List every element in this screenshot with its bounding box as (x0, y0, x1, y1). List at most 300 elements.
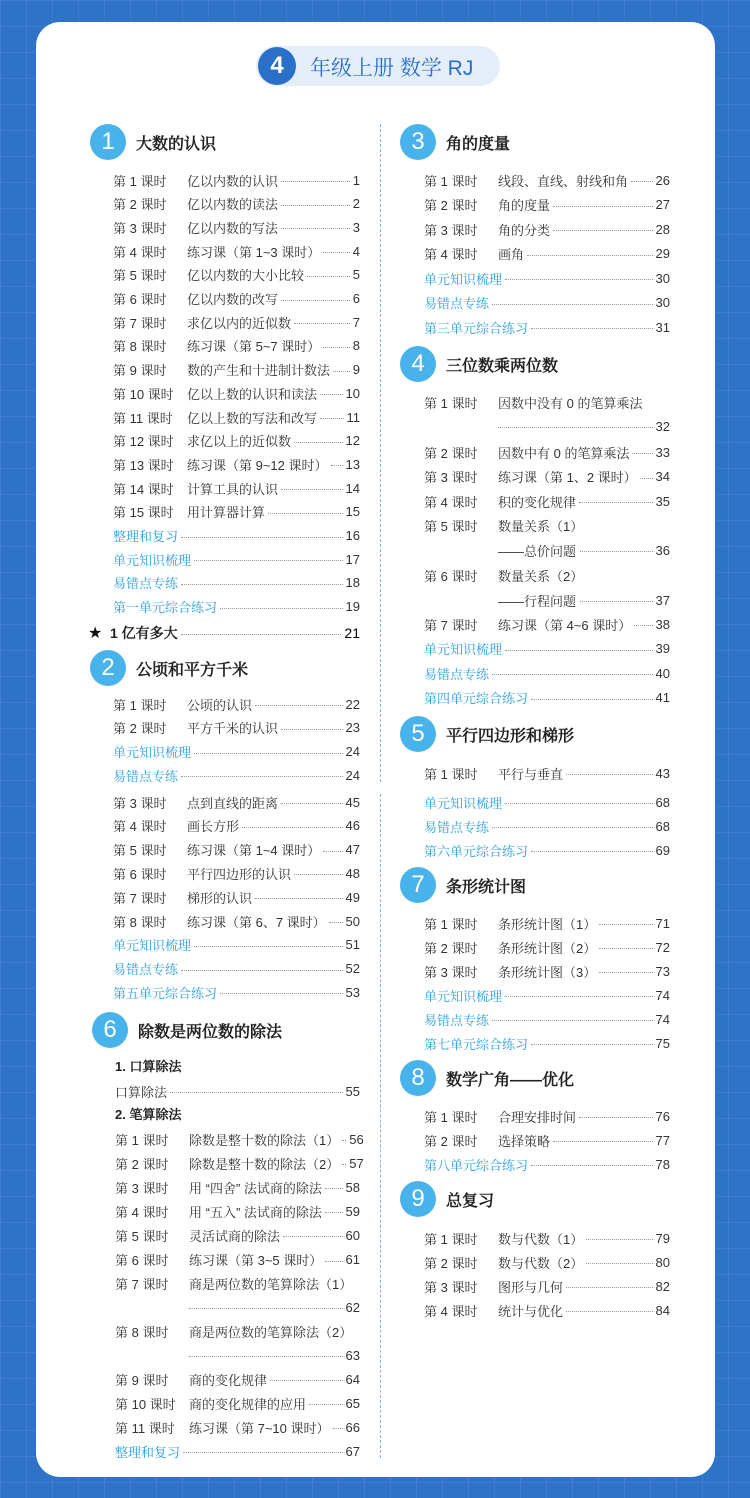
toc-entry[interactable] (113, 982, 360, 1002)
toc-entry[interactable] (424, 961, 670, 981)
entry-title: 练习课（第 1、2 课时） (498, 470, 637, 485)
dot-leader (329, 922, 343, 923)
chapter-heading (90, 650, 248, 686)
entry-title: 第七单元综合练习 (424, 1036, 529, 1052)
toc-entry[interactable] (424, 1300, 670, 1320)
lesson-label: 第 2 课时 (113, 197, 167, 213)
toc-entry[interactable] (115, 1153, 364, 1173)
toc-entry[interactable] (424, 392, 670, 412)
entry-title: 商是两位数的笔算除法（1） (189, 1276, 353, 1292)
toc-entry[interactable] (113, 573, 360, 593)
toc-entry[interactable] (115, 1273, 360, 1293)
toc-entry-extension[interactable] (88, 623, 360, 643)
chapter-title: 总复习 (446, 1192, 495, 1210)
toc-entry[interactable] (113, 792, 360, 812)
entry-title: 商的变化规律的应用 (189, 1396, 307, 1412)
toc-entry-continued (189, 1345, 360, 1365)
chapter-title: 平行四边形和梯形 (446, 727, 575, 745)
toc-entry[interactable] (424, 515, 670, 535)
dot-leader (281, 181, 350, 182)
lesson-label: 第 12 课时 (113, 434, 174, 450)
toc-entry[interactable] (424, 840, 670, 860)
lesson-label: 第 10 课时 (113, 386, 174, 402)
page-number: 36 (655, 542, 670, 558)
chapter-title: 角的度量 (446, 135, 511, 153)
dot-leader (325, 1212, 343, 1213)
chapter-title: 数学广角——优化 (446, 1071, 575, 1089)
toc-entry[interactable] (113, 312, 360, 332)
toc-entry[interactable] (424, 491, 670, 511)
lesson-label: 第 9 课时 (113, 363, 167, 379)
page-number: 48 (345, 865, 360, 881)
entry-title: 数与代数（2） (498, 1255, 584, 1271)
entry-title: 练习课（第 9~12 课时） (187, 457, 328, 473)
dot-leader (281, 228, 350, 229)
entry-title: 易错点专练 (424, 666, 490, 682)
toc-entry-continued (189, 1297, 360, 1317)
toc-entry[interactable] (424, 1252, 670, 1272)
page-number: 3 (352, 219, 360, 235)
dot-leader (281, 729, 343, 730)
toc-entry[interactable] (115, 1250, 360, 1270)
dot-leader (281, 489, 343, 490)
toc-entry[interactable] (424, 639, 670, 659)
page-number: 40 (655, 665, 670, 681)
entry-title: 条形统计图（1） (498, 916, 597, 932)
dot-leader (194, 753, 343, 754)
lesson-label: 第 8 课时 (113, 914, 167, 930)
entry-title: 求亿以上的近似数 (187, 434, 292, 450)
dot-leader (281, 803, 343, 804)
toc-entry[interactable] (424, 1276, 670, 1296)
toc-entry[interactable] (113, 407, 360, 427)
section-subheading: 2. 笔算除法 (115, 1107, 182, 1122)
entry-title: 亿以内数的认识 (187, 173, 279, 189)
toc-entry[interactable] (115, 1393, 360, 1413)
page-number: 43 (655, 765, 670, 781)
toc-entry[interactable] (113, 241, 360, 261)
dot-leader (323, 347, 349, 348)
lesson-label: 第 2 课时 (115, 1156, 169, 1172)
chapter-heading (400, 1060, 574, 1096)
chapter-heading (400, 124, 510, 160)
dot-leader (181, 970, 343, 971)
dot-leader (325, 1261, 342, 1262)
toc-entry[interactable] (113, 265, 360, 285)
page-number: 68 (655, 794, 670, 810)
entry-title: 亿以内数的大小比较 (187, 268, 305, 284)
chapter-title: 条形统计图 (446, 878, 527, 896)
page-number: 28 (655, 221, 670, 237)
toc-entry[interactable] (113, 526, 360, 546)
page-number: 47 (345, 842, 360, 858)
dot-leader (294, 874, 343, 875)
lesson-label: 第 4 课时 (424, 247, 478, 262)
page-number: 51 (345, 937, 360, 953)
toc-entry[interactable] (424, 293, 670, 313)
toc-entry[interactable] (115, 1225, 360, 1245)
entry-title: 图形与几何 (498, 1279, 564, 1295)
dot-leader (579, 502, 653, 503)
dot-leader (640, 478, 653, 479)
entry-subtitle: ——总价问题 (498, 543, 577, 559)
lesson-label: 第 6 课时 (113, 292, 167, 307)
page-number: 32 (655, 418, 670, 434)
dot-leader (255, 898, 343, 899)
dot-leader (333, 371, 350, 372)
entry-title: 条形统计图（2） (498, 940, 597, 956)
column-divider (380, 794, 381, 1458)
entry-title: 练习课（第 1~3 课时） (187, 244, 321, 260)
lesson-label: 第 3 课时 (113, 795, 167, 811)
entry-title: 亿以上数的写法和改写 (187, 410, 318, 426)
dot-leader (631, 181, 653, 182)
toc-entry[interactable] (424, 1228, 670, 1248)
dot-leader (294, 323, 350, 324)
page-number: 8 (352, 338, 360, 354)
page-number: 79 (655, 1230, 670, 1246)
toc-entry[interactable] (113, 502, 360, 522)
dot-leader (270, 1380, 343, 1381)
dot-leader (181, 584, 343, 585)
toc-entry[interactable] (424, 219, 670, 239)
entry-title: 平方千米的认识 (187, 721, 279, 737)
chapter-heading (400, 1181, 494, 1217)
chapter-number: 8 (400, 1060, 436, 1096)
entry-subtitle: ——行程问题 (498, 593, 577, 609)
entry-title: 第四单元综合练习 (424, 691, 529, 706)
dot-leader (553, 206, 653, 207)
entry-title: 单元知识梳理 (424, 988, 503, 1004)
entry-title: 单元知识梳理 (113, 745, 192, 761)
toc-entry-continued (498, 416, 670, 436)
page-number: 61 (345, 1252, 360, 1267)
entry-title: 易错点专练 (113, 576, 179, 592)
dot-leader (580, 551, 653, 552)
entry-title: 用计算器计算 (187, 505, 266, 521)
dot-leader (634, 625, 652, 626)
toc-entry[interactable] (424, 688, 670, 708)
dot-leader (531, 699, 653, 700)
entry-title: 平行与垂直 (498, 766, 564, 782)
entry-title: 第一单元综合练习 (113, 600, 218, 616)
entry-title: 商是两位数的笔算除法（2） (189, 1324, 353, 1340)
entry-title: 练习课（第 6、7 课时） (187, 914, 326, 930)
toc-entry[interactable] (113, 816, 360, 836)
dot-leader (281, 300, 350, 301)
toc-entry[interactable] (113, 360, 360, 380)
entry-title: 易错点专练 (424, 296, 490, 311)
toc-entry[interactable] (424, 792, 670, 812)
dot-leader (553, 1141, 653, 1142)
toc-entry[interactable] (113, 597, 360, 617)
entry-title: 第八单元综合练习 (424, 1157, 529, 1173)
chapter-number: 4 (400, 346, 436, 382)
lesson-label: 第 8 课时 (113, 339, 167, 355)
dot-leader (309, 1404, 343, 1405)
dot-leader (294, 442, 343, 443)
toc-entry[interactable] (115, 1417, 360, 1437)
lesson-label: 第 7 课时 (115, 1276, 169, 1292)
dot-leader (505, 279, 653, 280)
page-number: 75 (655, 1035, 670, 1051)
lesson-label: 第 6 课时 (424, 568, 478, 584)
toc-entry[interactable] (424, 195, 670, 215)
lesson-label: 第 1 课时 (113, 697, 167, 713)
entry-title: 商的变化规律 (189, 1372, 268, 1388)
page-number: 10 (345, 385, 360, 401)
dot-leader (255, 705, 343, 706)
dot-leader (492, 304, 653, 305)
toc-entry[interactable] (115, 1177, 360, 1197)
toc-entry[interactable] (113, 694, 360, 714)
page-number: 24 (345, 744, 360, 760)
lesson-label: 第 2 课时 (424, 1255, 478, 1271)
page-number: 17 (345, 551, 360, 567)
entry-title: 易错点专练 (113, 768, 179, 784)
toc-entry[interactable] (424, 1009, 670, 1029)
page-number: 37 (655, 592, 670, 608)
toc-entry[interactable] (113, 911, 360, 931)
lesson-label: 第 4 课时 (424, 494, 478, 510)
page-number: 63 (345, 1347, 360, 1363)
entry-title: 画角 (498, 247, 525, 262)
toc-entry[interactable] (115, 1441, 360, 1461)
chapter-heading (400, 346, 558, 382)
toc-entry[interactable] (424, 937, 670, 957)
entry-title: 1 亿有多大 (110, 625, 178, 641)
lesson-label: 第 6 课时 (115, 1253, 169, 1268)
toc-entry[interactable] (113, 742, 360, 762)
toc-entry[interactable] (113, 935, 360, 955)
page-number: 56 (349, 1131, 364, 1147)
dot-leader (527, 255, 653, 256)
page-number: 78 (655, 1156, 670, 1172)
dot-leader (492, 827, 653, 828)
page-number: 5 (352, 267, 360, 283)
dot-leader (242, 827, 343, 828)
page-number: 18 (345, 575, 360, 591)
entry-title: 亿以内数的改写 (187, 292, 279, 307)
lesson-label: 第 13 课时 (113, 457, 174, 473)
chapter-title: 除数是两位数的除法 (138, 1023, 283, 1041)
toc-entry[interactable] (113, 765, 360, 785)
toc-entry[interactable] (424, 1130, 670, 1150)
dot-leader (599, 948, 652, 949)
dot-leader (220, 608, 343, 609)
lesson-label: 第 6 课时 (113, 866, 167, 882)
entry-title: 用 “五入” 法试商的除法 (189, 1204, 322, 1220)
toc-entry[interactable] (113, 840, 360, 860)
entry-title: 选择策略 (498, 1133, 551, 1149)
toc-entry[interactable] (424, 565, 670, 585)
dot-leader (220, 993, 343, 994)
chapter-number: 6 (92, 1012, 128, 1048)
chapter-title: 公顷和平方千米 (136, 661, 249, 679)
toc-entry[interactable] (113, 289, 360, 309)
lesson-label: 第 1 课时 (424, 1109, 478, 1125)
toc-entry[interactable] (115, 1321, 360, 1341)
dot-leader (307, 276, 350, 277)
lesson-label: 第 14 课时 (113, 481, 174, 497)
toc-entry[interactable] (113, 194, 360, 214)
page-number: 68 (655, 818, 670, 834)
toc-entry[interactable] (113, 863, 360, 883)
lesson-label: 第 1 课时 (424, 1231, 478, 1247)
toc-entry[interactable] (424, 442, 670, 462)
page-number: 6 (352, 291, 360, 306)
page-number: 60 (345, 1227, 360, 1243)
page-number: 67 (345, 1443, 360, 1459)
toc-entry[interactable] (424, 985, 670, 1005)
entry-title: 积的变化规律 (498, 494, 577, 510)
toc-entry[interactable] (113, 383, 360, 403)
page-number: 22 (345, 696, 360, 712)
page-number: 19 (345, 599, 360, 615)
page-number: 62 (345, 1299, 360, 1315)
chapter-heading (400, 716, 574, 752)
dot-leader (323, 252, 349, 253)
dot-leader (283, 1236, 343, 1237)
dot-leader (566, 1311, 653, 1312)
page-number: 53 (345, 984, 360, 1000)
toc-entry-continued (498, 590, 670, 610)
lesson-label: 第 9 课时 (115, 1372, 169, 1388)
lesson-label: 第 1 课时 (113, 173, 167, 189)
entry-title: 第三单元综合练习 (424, 320, 529, 336)
toc-entry[interactable] (113, 718, 360, 738)
page-number: 66 (345, 1419, 360, 1435)
dot-leader (531, 328, 653, 329)
lesson-label: 第 11 课时 (115, 1420, 175, 1436)
toc-entry[interactable] (424, 1154, 670, 1174)
entry-title: 单元知识梳理 (424, 642, 503, 657)
lesson-label: 第 3 课时 (424, 470, 478, 485)
dot-leader (586, 1263, 652, 1264)
lesson-label: 第 1 课时 (424, 766, 478, 782)
lesson-label: 第 1 课时 (424, 173, 478, 189)
dot-leader (492, 1020, 653, 1021)
toc-entry[interactable] (424, 317, 670, 337)
dot-leader (505, 996, 653, 997)
chapter-title: 三位数乘两位数 (446, 357, 559, 375)
lesson-label: 第 5 课时 (113, 843, 167, 859)
page-number: 7 (352, 314, 360, 330)
entry-title: 角的分类 (498, 222, 551, 238)
lesson-label: 第 1 课时 (115, 1132, 169, 1148)
toc-entry[interactable] (115, 1369, 360, 1389)
toc-entry-continued (498, 540, 670, 560)
chapter-number: 5 (400, 716, 436, 752)
toc-entry[interactable] (113, 959, 360, 979)
toc-entry[interactable] (424, 614, 670, 634)
toc-entry[interactable] (424, 467, 670, 487)
entry-title: 除数是整十数的除法（2） (189, 1156, 340, 1172)
toc-entry[interactable] (113, 336, 360, 356)
toc-entry[interactable] (113, 887, 360, 907)
toc-entry[interactable] (424, 268, 670, 288)
lesson-label: 第 3 课时 (424, 964, 478, 980)
lesson-label: 第 5 课时 (424, 518, 478, 534)
toc-entry[interactable] (115, 1129, 364, 1149)
page-number: 74 (655, 1011, 670, 1027)
toc-entry[interactable] (113, 217, 360, 237)
page-number: 80 (655, 1254, 670, 1270)
toc-entry[interactable] (424, 663, 670, 683)
page-number: 14 (345, 480, 360, 496)
dot-leader (170, 1092, 343, 1093)
toc-entry[interactable] (424, 913, 670, 933)
chapter-number: 3 (400, 124, 436, 160)
entry-title: 灵活试商的除法 (189, 1228, 281, 1244)
toc-entry[interactable] (424, 170, 670, 190)
toc-entry[interactable] (424, 244, 670, 264)
page-number: 73 (655, 963, 670, 979)
toc-entry[interactable] (424, 763, 670, 783)
toc-entry[interactable] (424, 1033, 670, 1053)
lesson-label: 第 2 课时 (424, 1133, 478, 1149)
page-number: 50 (345, 913, 360, 929)
chapter-number: 9 (400, 1181, 436, 1217)
page-number: 46 (345, 818, 360, 834)
dot-leader (331, 465, 343, 466)
page-number: 33 (655, 444, 670, 460)
lesson-label: 第 2 课时 (113, 721, 167, 737)
dot-leader (320, 394, 343, 395)
dot-leader (181, 537, 343, 538)
page-number: 74 (655, 987, 670, 1003)
page-number: 76 (655, 1108, 670, 1124)
toc-entry[interactable] (113, 170, 360, 190)
entry-title: 单元知识梳理 (424, 271, 503, 287)
chapter-number: 1 (90, 124, 126, 160)
toc-entry[interactable] (113, 431, 360, 451)
dot-leader (181, 634, 342, 635)
entry-title: 线段、直线、射线和角 (498, 173, 629, 189)
entry-title: 单元知识梳理 (113, 552, 192, 568)
grade-badge: 4 (258, 47, 296, 85)
entry-title: 条形统计图（3） (498, 964, 597, 980)
entry-title: 口算除法 (115, 1084, 168, 1100)
toc-entry[interactable] (115, 1081, 360, 1101)
toc-entry[interactable] (424, 816, 670, 836)
toc-entry[interactable] (113, 454, 360, 474)
lesson-label: 第 5 课时 (113, 268, 167, 284)
lesson-label: 第 4 课时 (424, 1303, 478, 1319)
entry-title: 数的产生和十进制计数法 (187, 363, 331, 379)
entry-title: 求亿以内的近似数 (187, 315, 292, 331)
entry-title: 因数中有 0 的笔算乘法 (498, 445, 630, 461)
page-number: 13 (345, 456, 360, 472)
toc-entry[interactable] (424, 1106, 670, 1126)
toc-entry[interactable] (113, 478, 360, 498)
dot-leader (566, 774, 653, 775)
toc-entry[interactable] (115, 1201, 360, 1221)
dot-leader (505, 803, 653, 804)
dot-leader (632, 453, 652, 454)
chapter-heading (90, 124, 216, 160)
chapter-title: 大数的认识 (136, 135, 217, 153)
lesson-label: 第 3 课时 (424, 222, 478, 238)
entry-title: 单元知识梳理 (113, 938, 192, 954)
entry-title: 练习课（第 1~4 课时） (187, 843, 321, 859)
entry-title: 数量关系（2） (498, 568, 584, 584)
toc-entry[interactable] (113, 549, 360, 569)
entry-title: 因数中没有 0 的笔算乘法 (498, 395, 643, 411)
page-number: 52 (345, 961, 360, 977)
entry-title: 计算工具的认识 (187, 481, 279, 497)
entry-title: 亿以内数的写法 (187, 220, 279, 236)
